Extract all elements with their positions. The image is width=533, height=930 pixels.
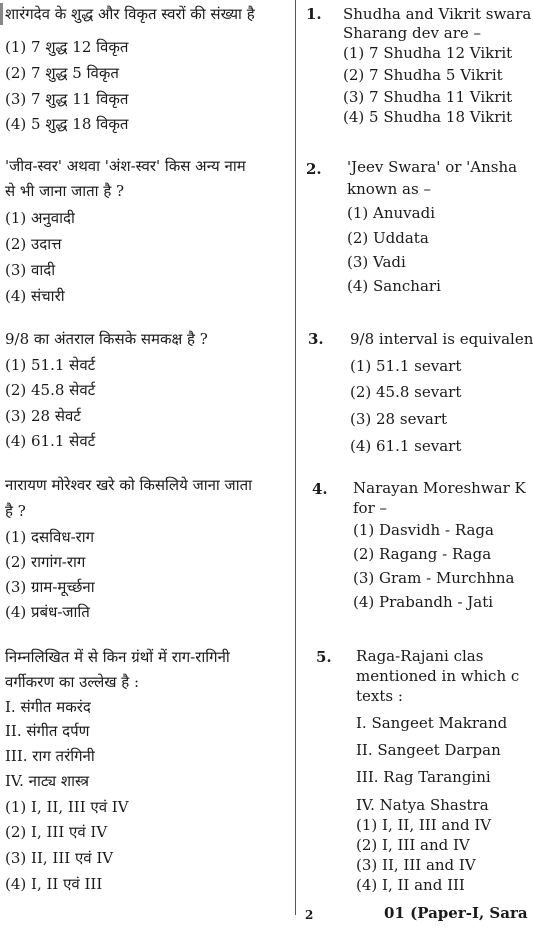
hi-q3-option: (2) 45.8 सेवर्ट bbox=[5, 381, 96, 399]
en-q5-option: (1) I, II, III and IV bbox=[356, 816, 492, 834]
hi-q1-option: (1) 7 शुद्ध 12 विकृत bbox=[5, 38, 129, 56]
hi-q5-stem-line: निम्नलिखित में से किन ग्रंथों में राग-रागिनी bbox=[5, 648, 230, 666]
en-q1-option: (3) 7 Shudha 11 Vikrit bbox=[343, 88, 513, 106]
hi-q5-item: III. राग तरंगिनी bbox=[5, 747, 95, 765]
en-q5-item: IV. Natya Shastra bbox=[356, 796, 489, 814]
en-q5-stem-line: texts : bbox=[356, 687, 403, 705]
hi-q1-option: (3) 7 शुद्ध 11 विकृत bbox=[5, 90, 129, 108]
en-q2-number: 2. bbox=[306, 160, 322, 178]
en-q3-option: (2) 45.8 sevart bbox=[350, 383, 462, 401]
hi-q3-option: (1) 51.1 सेवर्ट bbox=[5, 356, 96, 374]
hi-q5-option: (1) I, II, III एवं IV bbox=[5, 798, 129, 816]
en-q2-stem-line: known as – bbox=[347, 180, 431, 198]
en-q1-stem-line: Sharang dev are – bbox=[343, 24, 482, 42]
en-q3-number: 3. bbox=[308, 330, 324, 348]
en-q3-option: (4) 61.1 sevart bbox=[350, 437, 462, 455]
en-q1-number: 1. bbox=[306, 5, 322, 23]
hi-q1-stem-line: शारंगदेव के शुद्ध और विकृत स्वरों की संख्या है bbox=[5, 5, 255, 23]
hi-q5-option: (3) II, III एवं IV bbox=[5, 849, 114, 867]
hi-q2-option: (2) उदात्त bbox=[5, 235, 62, 253]
en-q4-stem-line: Narayan Moreshwar K bbox=[353, 479, 526, 497]
en-q4-option: (3) Gram - Murchhna bbox=[353, 569, 515, 587]
en-q3-option: (3) 28 sevart bbox=[350, 410, 448, 428]
en-q5-option: (4) I, II and III bbox=[356, 876, 465, 894]
hi-q2-option: (4) संचारी bbox=[5, 287, 65, 305]
en-q4-option: (2) Ragang - Raga bbox=[353, 545, 492, 563]
en-q1-stem-line: Shudha and Vikrit swara bbox=[343, 5, 532, 23]
hi-q5-item: I. संगीत मकरंद bbox=[5, 698, 91, 716]
en-q2-option: (3) Vadi bbox=[347, 253, 406, 271]
hi-q5-option: (2) I, III एवं IV bbox=[5, 823, 108, 841]
en-q4-stem-line: for – bbox=[353, 499, 388, 517]
en-q5-item: III. Rag Tarangini bbox=[356, 768, 491, 786]
hi-q4-stem-line: है ? bbox=[5, 502, 26, 520]
en-q5-stem-line: Raga-Rajani clas bbox=[356, 647, 484, 665]
hi-q4-option: (1) दसविध-राग bbox=[5, 528, 95, 546]
en-q3-stem-line: 9/8 interval is equivalen bbox=[350, 330, 533, 348]
en-q3-option: (1) 51.1 sevart bbox=[350, 357, 462, 375]
hi-q2-stem-line: 'जीव-स्वर' अथवा 'अंश-स्वर' किस अन्य नाम bbox=[5, 157, 246, 175]
hi-q3-stem-line: 9/8 का अंतराल किसके समकक्ष है ? bbox=[5, 330, 208, 348]
hi-q4-option: (3) ग्राम-मूर्च्छना bbox=[5, 578, 95, 596]
hi-q5-option: (4) I, II एवं III bbox=[5, 875, 103, 893]
en-q2-stem-line: 'Jeev Swara' or 'Ansha bbox=[347, 158, 518, 176]
column-divider bbox=[295, 0, 296, 915]
hi-q5-item: IV. नाट्य शास्त्र bbox=[5, 772, 90, 790]
hi-q2-option: (3) वादी bbox=[5, 261, 56, 279]
en-q5-item: I. Sangeet Makrand bbox=[356, 714, 508, 732]
en-q5-option: (2) I, III and IV bbox=[356, 836, 470, 854]
en-q1-option: (1) 7 Shudha 12 Vikrit bbox=[343, 44, 513, 62]
en-q5-item: II. Sangeet Darpan bbox=[356, 741, 501, 759]
hi-q5-stem-line: वर्गीकरण का उल्लेख है : bbox=[5, 673, 140, 691]
hi-q4-option: (4) प्रबंध-जाति bbox=[5, 603, 90, 621]
en-q2-option: (1) Anuvadi bbox=[347, 204, 435, 222]
en-q5-number: 5. bbox=[316, 648, 332, 666]
hi-q5-item: II. संगीत दर्पण bbox=[5, 722, 90, 740]
en-q1-option: (4) 5 Shudha 18 Vikrit bbox=[343, 108, 513, 126]
en-q2-option: (2) Uddata bbox=[347, 229, 429, 247]
hi-q4-stem-line: नारायण मोरेश्वर खरे को किसलिये जाना जाता bbox=[5, 476, 253, 494]
hi-q4-option: (2) रागांग-राग bbox=[5, 553, 86, 571]
page-edge-mark bbox=[0, 3, 3, 25]
en-q4-option: (4) Prabandh - Jati bbox=[353, 593, 494, 611]
en-q4-number: 4. bbox=[312, 480, 328, 498]
en-q2-option: (4) Sanchari bbox=[347, 277, 441, 295]
hi-q3-option: (3) 28 सेवर्ट bbox=[5, 407, 81, 425]
page-number: 2 bbox=[305, 908, 314, 922]
en-q5-stem-line: mentioned in which c bbox=[356, 667, 520, 685]
paper-code: 01 (Paper-I, Sara bbox=[384, 904, 528, 922]
en-q5-option: (3) II, III and IV bbox=[356, 856, 476, 874]
hi-q1-option: (2) 7 शुद्ध 5 विकृत bbox=[5, 64, 119, 82]
hi-q3-option: (4) 61.1 सेवर्ट bbox=[5, 432, 96, 450]
en-q1-option: (2) 7 Shudha 5 Vikrit bbox=[343, 66, 503, 84]
hi-q2-stem-line: से भी जाना जाता है ? bbox=[5, 182, 125, 200]
en-q4-option: (1) Dasvidh - Raga bbox=[353, 521, 494, 539]
hi-q2-option: (1) अनुवादी bbox=[5, 209, 75, 227]
hi-q1-option: (4) 5 शुद्ध 18 विकृत bbox=[5, 115, 129, 133]
